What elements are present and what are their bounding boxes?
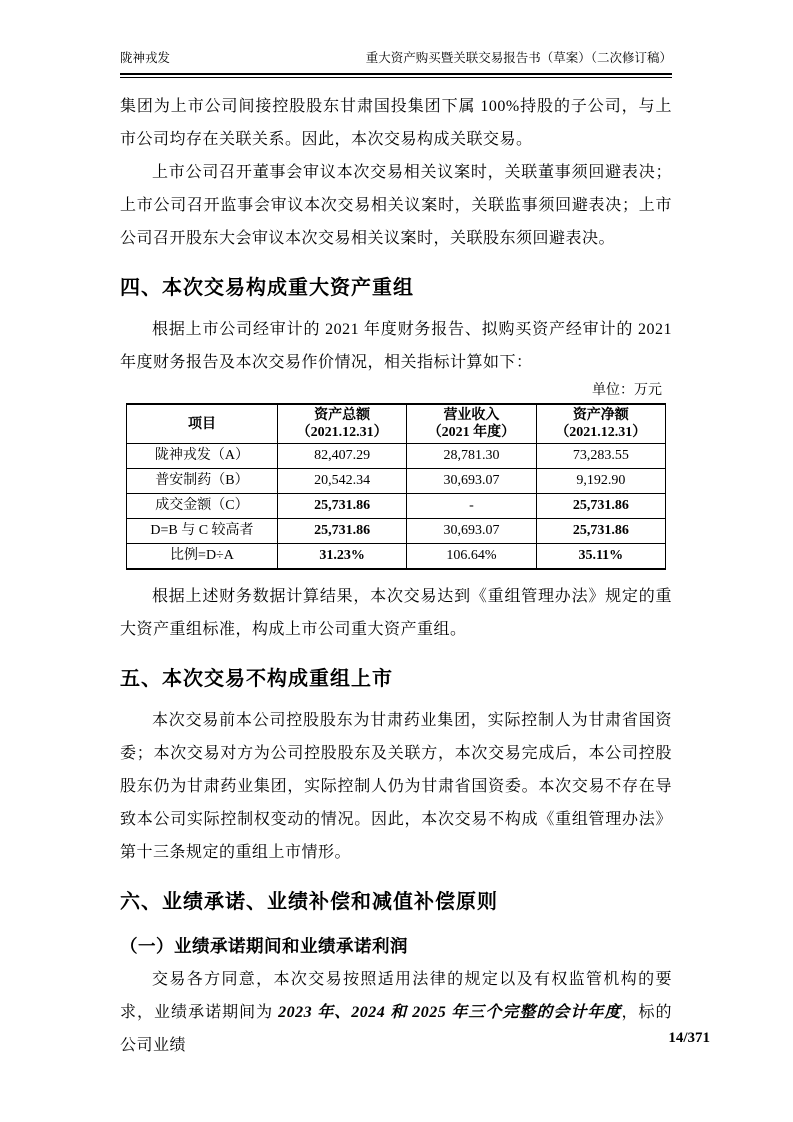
cell-item: D=B 与 C 较高者	[127, 519, 278, 544]
cell-item: 比例=D÷A	[127, 544, 278, 569]
table-header-total-assets: 资产总额 （2021.12.31）	[277, 404, 406, 444]
cell-net-assets: 9,192.90	[536, 469, 665, 494]
table-header-item: 项目	[127, 404, 278, 444]
paragraph-related-transaction: 集团为上市公司间接控股股东甘肃国投集团下属 100%持股的子公司，与上市公司均存在关联关系。因此，本次交易构成关联交易。	[120, 98, 672, 148]
cell-total-assets: 20,542.34	[277, 469, 406, 494]
table-header-net-assets: 资产净额 （2021.12.31）	[536, 404, 665, 444]
document-body	[120, 90, 672, 1062]
section4-heading: 四、本次交易构成重大资产重组	[120, 277, 414, 299]
table-row	[127, 519, 666, 544]
cell-total-assets: 25,731.86	[277, 519, 406, 544]
cell-total-assets: 25,731.86	[277, 494, 406, 519]
table-unit-label: 单位：万元	[592, 383, 662, 398]
cell-net-assets: 25,731.86	[536, 519, 665, 544]
section6-sub1-heading: （一）业绩承诺期间和业绩承诺利润	[120, 935, 408, 956]
cell-item: 普安制药（B）	[127, 469, 278, 494]
table-row	[127, 494, 666, 519]
section6-heading: 六、业绩承诺、业绩补偿和减值补偿原则	[120, 890, 498, 913]
cell-net-assets: 73,283.55	[536, 444, 665, 469]
cell-item: 成交金额（C）	[127, 494, 278, 519]
cell-revenue: -	[407, 494, 536, 519]
table-row	[127, 469, 666, 494]
paragraph-voting-abstention: 上市公司召开董事会审议本次交易相关议案时，关联董事须回避表决；上市公司召开监事会审议本次交易相关议案时，关联监事须回避表决；上市公司召开股东大会审议本次交易相关议案时，关联股东须回避表决。	[120, 164, 672, 247]
cell-net-assets: 35.11%	[536, 544, 665, 569]
header-company-name: 陇神戎发	[120, 51, 171, 65]
cell-item: 陇神戎发（A）	[127, 444, 278, 469]
table-row	[127, 544, 666, 569]
page-number: 14/371	[668, 1030, 710, 1046]
section6-sub1-paragraph	[120, 963, 672, 1062]
page-header	[120, 48, 672, 68]
cell-total-assets: 31.23%	[277, 544, 406, 569]
section5-heading: 五、本次交易不构成重组上市	[120, 667, 393, 690]
header-report-title: 重大资产购买暨关联交易报告书（草案）（二次修订稿）	[365, 51, 672, 65]
cell-revenue: 28,781.30	[407, 444, 536, 469]
performance-commitment-period: 2023 年、2024 和 2025 年三个完整的会计年度	[278, 1003, 622, 1021]
section4-intro-paragraph: 根据上市公司经审计的 2021 年度财务报告、拟购买资产经审计的 2021 年度财务报告及本次交易作价情况，相关指标计算如下：	[120, 321, 672, 371]
cell-total-assets: 82,407.29	[277, 444, 406, 469]
cell-revenue: 30,693.07	[407, 469, 536, 494]
table-header-row	[127, 404, 666, 444]
cell-revenue: 30,693.07	[407, 519, 536, 544]
section5-paragraph: 本次交易前本公司控股股东为甘肃药业集团，实际控制人为甘肃省国资委；本次交易对方为公司控股股东及关联方，本次交易完成后，本公司控股股东仍为甘肃药业集团，实际控制人仍为甘肃省国资委。本次交易不存在导致本公司实际控制权变动的情况。因此，本次交易不构成《重组管理办法》第十三条规定的重组上市情形。	[120, 711, 672, 861]
cell-revenue: 106.64%	[407, 544, 536, 569]
paragraph-text: ，标的公司业绩	[120, 1003, 672, 1054]
table-header-revenue: 营业收入 （2021 年度）	[407, 404, 536, 444]
cell-net-assets: 25,731.86	[536, 494, 665, 519]
header-divider	[120, 73, 672, 78]
major-asset-restructuring-table	[126, 403, 666, 570]
paragraph-text: 交易各方同意，本次交易按照适用法律的规定以及有权监管机构的要求，业绩承诺期间为	[120, 970, 672, 1021]
section4-conclusion-paragraph: 根据上述财务数据计算结果，本次交易达到《重组管理办法》规定的重大资产重组标准，构成上市公司重大资产重组。	[120, 587, 672, 638]
table-row	[127, 444, 666, 469]
